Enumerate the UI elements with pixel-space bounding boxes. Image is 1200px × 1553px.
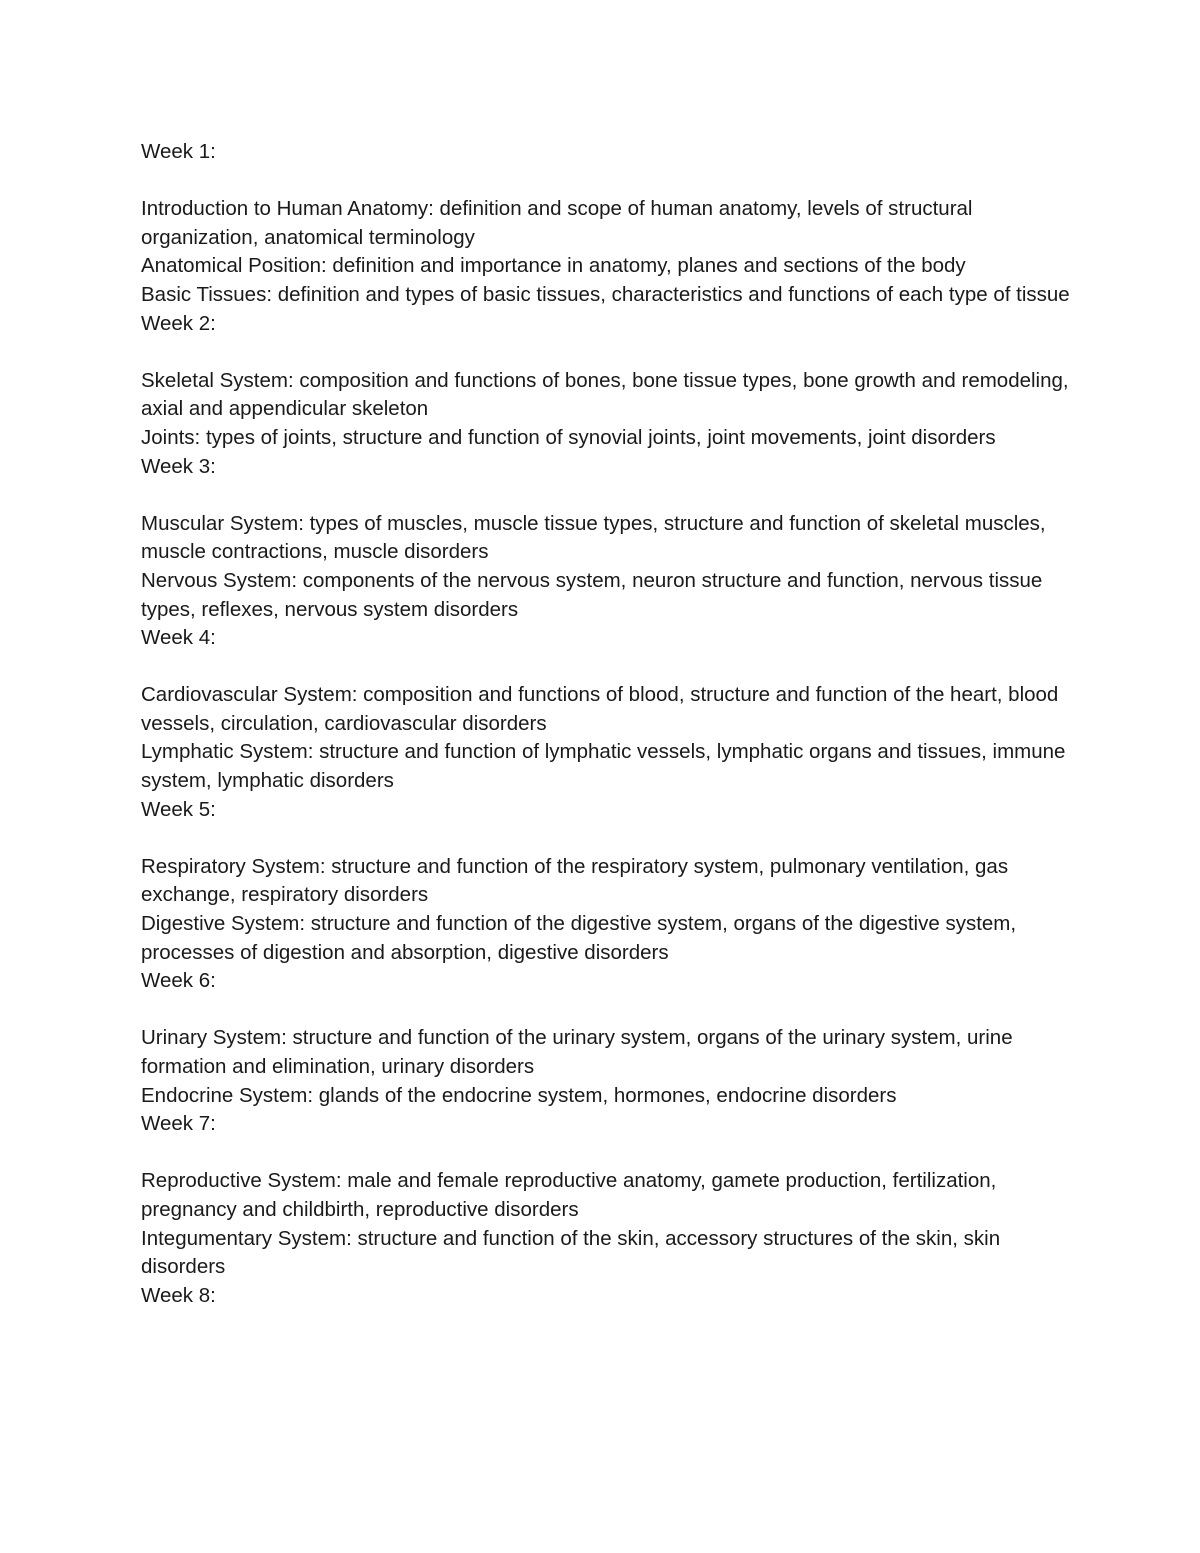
blank-line: [141, 481, 1071, 510]
week-block: [141, 624, 1071, 796]
topic-line: Urinary System: structure and function of the urinary system, organs of the urinary system, urine formation and elimination, urinary disorders: [141, 1026, 1013, 1078]
week-block: [141, 967, 1071, 1110]
week-heading: Week 3:: [141, 454, 216, 478]
week-block: [141, 138, 1071, 310]
topic-line: Skeletal System: composition and functions of bones, bone tissue types, bone growth and remodeling, axial and appendicular skeleton: [141, 368, 1069, 421]
week-heading: Week 8:: [141, 1283, 216, 1307]
topic-line: Joints: types of joints, structure and function of synovial joints, joint movements, joint disorders: [141, 425, 996, 449]
week-block: [141, 796, 1071, 968]
topic-line: Integumentary System: structure and function of the skin, accessory structures of the skin, skin disorders: [141, 1226, 1001, 1279]
week-heading: Week 4:: [141, 626, 216, 650]
topic-line: Muscular System: types of muscles, muscle tissue types, structure and function of skeletal muscles, muscle contractions, muscle disorders: [141, 511, 1046, 564]
week-block: [141, 310, 1071, 453]
topic-line: Anatomical Position: definition and importance in anatomy, planes and sections of the body: [141, 254, 966, 278]
blank-line: [141, 1139, 1071, 1168]
week-heading: Week 5:: [141, 797, 216, 821]
topic-line: Nervous System: components of the nervous system, neuron structure and function, nervous tissue types, reflexes, nervous system disorders: [141, 568, 1043, 621]
document-body: [141, 138, 1071, 1310]
week-heading: Week 1:: [141, 140, 216, 163]
blank-line: [141, 996, 1071, 1025]
week-heading: Week 6:: [141, 969, 216, 993]
blank-line: [141, 338, 1071, 367]
topic-line: Respiratory System: structure and function of the respiratory system, pulmonary ventilation, gas exchange, respiratory disorders: [141, 854, 1009, 907]
week-block: [141, 1282, 1071, 1311]
topic-line: Endocrine System: glands of the endocrine system, hormones, endocrine disorders: [141, 1083, 897, 1107]
topic-line: Reproductive System: male and female reproductive anatomy, gamete production, fertilization, pregnancy and childbirth, reproductive disorders: [141, 1169, 997, 1221]
blank-line: [141, 653, 1071, 682]
week-block: [141, 1110, 1071, 1282]
topic-line: Cardiovascular System: composition and functions of blood, structure and function of the heart, blood vessels, circulation, cardiovascular disorders: [141, 683, 1059, 735]
topic-line: Introduction to Human Anatomy: definition and scope of human anatomy, levels of structural organization, anatomical terminology: [141, 197, 973, 249]
topic-line: Lymphatic System: structure and function of lymphatic vessels, lymphatic organs and tissues, immune system, lymphatic disorders: [141, 740, 1066, 793]
blank-line: [141, 824, 1071, 853]
topic-line: Basic Tissues: definition and types of basic tissues, characteristics and functions of each type of tissue: [141, 282, 1070, 306]
week-block: [141, 453, 1071, 625]
topic-line: Digestive System: structure and function of the digestive system, organs of the digestive system, processes of digestion and absorption, digestive disorders: [141, 912, 1017, 964]
week-heading: Week 2:: [141, 311, 216, 335]
blank-line: [141, 167, 1071, 196]
week-heading: Week 7:: [141, 1112, 216, 1136]
